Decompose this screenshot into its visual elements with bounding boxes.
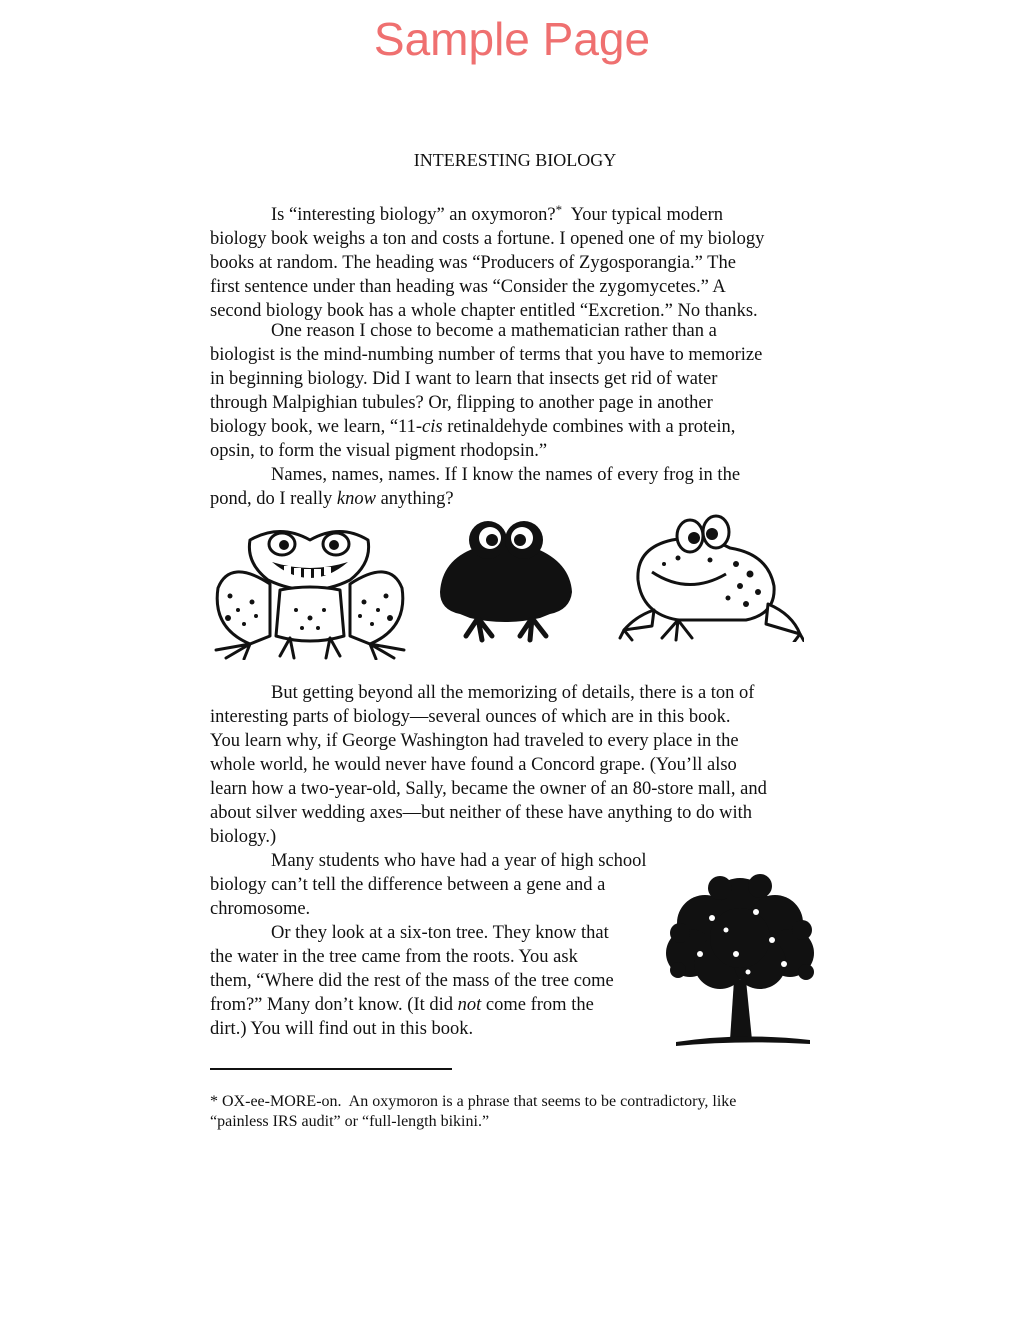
text-line: them, “Where did the rest of the mass of the tree come bbox=[210, 971, 614, 992]
text-line: biology book weighs a ton and costs a fortune. I opened one of my biology bbox=[210, 229, 765, 250]
spotted-frog-icon bbox=[618, 514, 804, 642]
paragraph-names bbox=[210, 463, 740, 511]
text-line: You learn why, if George Washington had traveled to every place in the bbox=[210, 730, 739, 751]
text-line: retinaldehyde combines with a protein, bbox=[442, 416, 736, 437]
text-line: opsin, to form the visual pigment rhodopsin.” bbox=[210, 440, 548, 461]
text-line: about silver wedding axes—but neither of these have anything to do with bbox=[210, 802, 753, 823]
text-line: biology can’t tell the difference between a gene and a bbox=[210, 875, 606, 896]
text-line: “painless IRS audit” or “full-length bikini.” bbox=[210, 1113, 490, 1130]
paragraph-mathematician bbox=[210, 319, 762, 464]
silhouette-frog-icon bbox=[430, 518, 580, 646]
text-line: anything? bbox=[375, 489, 454, 510]
text-line: biology book, we learn, “11- bbox=[210, 416, 423, 437]
text-line: in beginning biology. Did I want to learn that insects get rid of water bbox=[210, 368, 718, 389]
text-line: biology.) bbox=[210, 827, 277, 848]
text-line: Is “interesting biology” an oxymoron? bbox=[271, 205, 556, 225]
text-line: the water in the tree came from the roots. You ask bbox=[210, 947, 578, 968]
text-line: Or they look at a six-ton tree. They know that bbox=[271, 923, 609, 943]
footnote-marker: * bbox=[555, 202, 563, 217]
text-line: But getting beyond all the memorizing of details, there is a ton of bbox=[271, 682, 755, 703]
tree-icon bbox=[660, 868, 820, 1048]
footnote-divider bbox=[210, 1068, 452, 1070]
text-line: through Malpighian tubules? Or, flipping to another page in another bbox=[210, 392, 713, 413]
paragraph-tree bbox=[210, 921, 614, 1041]
text-line: One reason I chose to become a mathematician rather than a bbox=[271, 320, 717, 341]
footnote bbox=[210, 1092, 736, 1132]
text-line: second biology book has a whole chapter entitled “Excretion.” No thanks. bbox=[210, 301, 758, 322]
text-line: Many students who have had a year of high school bbox=[271, 851, 647, 871]
page-title: INTERESTING BIOLOGY bbox=[413, 150, 617, 170]
text-line: learn how a two-year-old, Sally, became the owner of an 80-store mall, and bbox=[210, 778, 767, 799]
italic-text: cis bbox=[422, 416, 443, 437]
text-line: Your typical modern bbox=[562, 205, 723, 225]
text-line: from?” Many don’t know. (It did bbox=[210, 995, 458, 1016]
text-line: dirt.) You will find out in this book. bbox=[210, 1019, 474, 1040]
paragraph-beyond bbox=[210, 681, 767, 850]
sample-page-watermark: Sample Page bbox=[373, 13, 651, 65]
text-line: books at random. The heading was “Producers of Zygosporangia.” The bbox=[210, 253, 736, 274]
text-line: chromosome. bbox=[210, 899, 311, 920]
footnote-marker: * bbox=[210, 1093, 218, 1110]
paragraph-oxymoron bbox=[210, 198, 764, 323]
text-line: pond, do I really bbox=[210, 489, 337, 510]
text-line: OX-ee-MORE-on. An oxymoron is a phrase that seems to be contradictory, like bbox=[218, 1093, 737, 1110]
text-line: interesting parts of biology—several ounces of which are in this book. bbox=[210, 706, 731, 727]
text-line: whole world, he would never have found a Concord grape. (You’ll also bbox=[210, 754, 737, 775]
smiling-frog-icon bbox=[210, 518, 410, 660]
paragraph-gene bbox=[210, 849, 647, 921]
text-line: Names, names, names. If I know the names of every frog in the bbox=[271, 465, 741, 485]
italic-text: know bbox=[336, 489, 376, 510]
italic-text: not bbox=[457, 995, 482, 1016]
text-line: first sentence under than heading was “Consider the zygomycetes.” A bbox=[210, 277, 726, 298]
text-line: biologist is the mind-numbing number of terms that you have to memorize bbox=[210, 344, 763, 365]
text-line: come from the bbox=[481, 995, 594, 1016]
